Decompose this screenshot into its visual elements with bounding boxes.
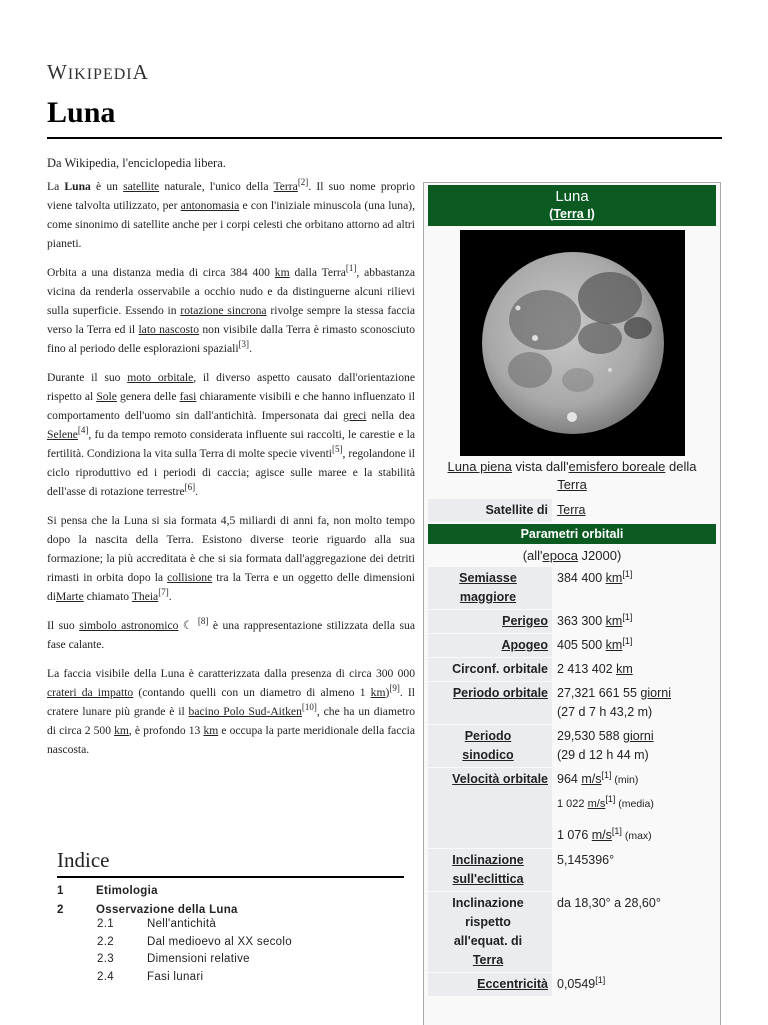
full-moon-photo <box>460 230 685 456</box>
row-inclinazione-eclittica: Inclinazione sull'eclittica 5,145396° <box>428 849 716 891</box>
link-theia[interactable]: Theia <box>131 590 159 603</box>
link-terra-satellite[interactable]: Terra <box>557 503 586 517</box>
link-simbolo-astronomico[interactable]: simbolo astronomico <box>79 619 179 632</box>
wordmark-final: A <box>132 60 149 84</box>
row-inclinazione-equatore: Inclinazione rispetto all'equat. di Terra da 18,30° a 28,60° <box>428 892 716 972</box>
link-crateri[interactable]: crateri da impatto <box>47 686 134 699</box>
link-giorni[interactable]: giorni <box>623 729 654 743</box>
infobox-header <box>428 185 716 226</box>
link-unit-km[interactable]: km <box>605 614 623 628</box>
toc-subitem[interactable]: 2.2 Dal medioevo al XX secolo <box>97 935 292 948</box>
link-antonomasia[interactable]: antonomasia <box>180 199 240 212</box>
link-moto-orbitale[interactable]: moto orbitale <box>127 371 194 384</box>
link-marte[interactable]: Marte <box>56 590 84 603</box>
toc-item[interactable]: 2 Osservazione della Luna <box>57 904 238 916</box>
ref-1[interactable]: [1] <box>622 611 633 622</box>
page-title: Luna <box>47 96 116 129</box>
paragraph-phases: Durante il suo moto orbitale, il diverso aspetto causato dall'orientazione rispetto al Sole genera delle fasi chiaramente visibili e che hanno influenzato il comportamento dell'uomo sin dall'antichità. Impersonata dai greci nella dea Selene[4], fu da tempo remoto considerata influente sui raccolti, le carestie e la fertilità. Condiziona la vita sulla Terra di molte specie viventi[5], regolandone il ciclo riproduttivo ed i periodi di caccia; agisce sulle maree e la stabilità dell'asse di rotazione terrestre[6]. <box>47 371 415 498</box>
row-perigeo: Perigeo 363 300 km[1] <box>428 610 716 633</box>
link-sinodico[interactable]: sinodico <box>462 748 514 762</box>
link-unit-km[interactable]: km <box>616 662 633 676</box>
page-tagline: Da Wikipedia, l'enciclopedia libera. <box>47 156 226 170</box>
link-rotazione-sincrona[interactable]: rotazione sincrona <box>180 304 267 317</box>
ref-1[interactable]: [1] <box>601 769 612 780</box>
ref-1[interactable]: [1] <box>622 568 633 579</box>
ref-1[interactable]: [1] <box>345 263 357 274</box>
link-eccentricita[interactable]: Eccentricità <box>477 977 548 991</box>
toc-subitem[interactable]: 2.3 Dimensioni relative <box>97 953 250 965</box>
paragraph-orbit: Orbita a una distanza media di circa 384 400 km dalla Terra[1], abbastanza vicina da renderla osservabile a occhio nudo e da distinguerne alcuni rilievi sulla superficie. Essendo in rotazione sincrona rivolge sempre la stessa faccia verso la Terra ed il lato nascosto non visibile dalla Terra è rimasto sconosciuto fino al periodo delle esplorazioni spaziali[3]. <box>47 263 416 355</box>
moon-symbol: ☾ <box>178 619 198 632</box>
paragraph-craters: La faccia visibile della Luna è caratterizzata dalla presenza di circa 300 000 crateri da impatto (contando quelli con un diametro di almeno 1 km)[9]. Il cratere lunare più grande è il bacino Polo Sud-Aitken[10], che ha un diametro di circa 2 500 km, è profondo 13 km e occupa la parte meridionale della faccia nascosta. <box>47 667 416 756</box>
link-km-2[interactable]: km <box>370 686 386 699</box>
ref-1[interactable]: [1] <box>622 635 633 646</box>
ref-1[interactable]: [1] <box>605 793 616 804</box>
epoch-note: (all'epoca J2000) <box>522 548 622 563</box>
link-selene[interactable]: Selene <box>47 428 78 441</box>
link-ms[interactable]: m/s <box>587 798 606 810</box>
link-velocita-orbitale[interactable]: Velocità orbitale <box>452 772 548 786</box>
row-satellite-di: Satellite di Terra <box>428 499 716 522</box>
bold-term: Luna <box>64 180 91 193</box>
paragraph-symbol: Il suo simbolo astronomico ☾ [8] è una rappresentazione stilizzata della sua fase calante. <box>47 616 415 651</box>
link-perigeo[interactable]: Perigeo <box>502 614 548 628</box>
link-periodo[interactable]: Periodo <box>464 729 512 743</box>
row-periodo-sinodico: Periodo sinodico 29,530 588 giorni (29 d 12 h 44 m) <box>428 725 716 767</box>
ref-4[interactable]: [4] <box>77 425 89 436</box>
row-semiasse: Semiasse maggiore 384 400 km[1] <box>428 567 716 609</box>
link-giorni[interactable]: giorni <box>640 686 671 700</box>
link-luna-piena[interactable]: Luna piena <box>447 459 512 474</box>
row-periodo-orbitale: Periodo orbitale 27,321 661 55 giorni (27 d 7 h 43,2 m) <box>428 682 716 724</box>
infobox <box>423 182 721 1025</box>
toc-subitem[interactable]: 2.1 Nell'antichità <box>97 918 217 930</box>
ref-10[interactable]: [10] <box>301 702 317 713</box>
row-apogeo: Apogeo 405 500 km[1] <box>428 634 716 657</box>
article-body <box>47 177 415 769</box>
link-terra-eq[interactable]: Terra <box>472 953 504 967</box>
image-caption: Luna piena vista dall'emisfero boreale della Terra <box>447 459 697 492</box>
ref-1[interactable]: [1] <box>611 825 622 836</box>
link-sole[interactable]: Sole <box>96 390 117 403</box>
link-semiasse[interactable]: Semiasse <box>459 571 517 585</box>
link-lato-nascosto[interactable]: lato nascosto <box>138 323 200 336</box>
moon-image[interactable] <box>460 230 685 456</box>
link-unit-km[interactable]: km <box>605 638 623 652</box>
ref-7[interactable]: [7] <box>158 587 169 598</box>
wikipedia-wordmark <box>47 60 149 85</box>
link-apogeo[interactable]: Apogeo <box>501 638 548 652</box>
ref-5[interactable]: [5] <box>332 444 343 455</box>
link-ms[interactable]: m/s <box>581 772 602 786</box>
table-of-contents <box>57 848 404 986</box>
paragraph-formation: Si pensa che la Luna si sia formata 4,5 miliardi di anni fa, non molto tempo dopo la nascita della Terra. Esistono diverse teorie riguardo alla sua formazione; la più accreditata è che si sia formata dall'aggregazione dei detriti rimasti in orbita dopo la collisione tra la Terra e un oggetto delle dimensioni diMarte chiamato Theia[7]. <box>47 514 415 603</box>
link-satellite[interactable]: satellite <box>123 180 160 193</box>
row-eccentricita: Eccentricità 0,0549[1] <box>428 973 716 996</box>
section-parametri-orbitali: Parametri orbitali <box>428 524 716 544</box>
link-km-4[interactable]: km <box>203 724 219 737</box>
link-collisione[interactable]: collisione <box>167 571 213 584</box>
wordmark-middle: IKIPEDI <box>67 66 133 83</box>
ref-8[interactable]: [8] <box>197 616 209 627</box>
link-eclittica[interactable]: sull'eclittica <box>452 872 524 886</box>
toc-subitem[interactable]: 2.4 Fasi lunari <box>97 970 204 983</box>
infobox-subtitle: (Terra I) <box>549 207 595 221</box>
link-inclinazione[interactable]: Inclinazione <box>452 853 524 867</box>
toc-item[interactable]: 1 Etimologia <box>57 885 158 897</box>
link-epoca[interactable]: epoca <box>542 548 578 563</box>
link-km-3[interactable]: km <box>114 724 129 737</box>
link-bacino-polo-sud-aitken[interactable]: bacino Polo Sud-Aitken <box>188 705 302 718</box>
link-maggiore[interactable]: maggiore <box>459 590 517 604</box>
row-circonf: Circonf. orbitale 2 413 402 km <box>428 658 716 681</box>
paragraph-intro: La Luna è un satellite naturale, l'unico della Terra[2]. Il suo nome proprio viene talvolta utilizzato, per antonomasia e con l'iniziale minuscola (una luna), come sinonimo di satellite anche per i corpi celesti che orbitano attorno ad altri pianeti. <box>47 177 415 250</box>
link-fasi[interactable]: fasi <box>179 390 197 403</box>
title-divider <box>47 137 722 139</box>
link-unit-km[interactable]: km <box>605 571 623 585</box>
link-terra[interactable]: Terra <box>273 180 298 193</box>
row-velocita: Velocità orbitale 964 m/s[1] (min) 1 022 m/s[1] (media) 1 076 m/s[1] (max) <box>428 768 716 848</box>
ref-2[interactable]: [2] <box>297 177 309 188</box>
infobox-title: Luna <box>555 188 589 205</box>
ref-1[interactable]: [1] <box>595 974 606 985</box>
link-terra-caption[interactable]: Terra <box>557 477 587 492</box>
link-greci[interactable]: greci <box>343 409 367 422</box>
wordmark-initial: W <box>47 60 68 84</box>
link-periodo-orbitale[interactable]: Periodo orbitale <box>452 686 548 700</box>
link-ms[interactable]: m/s <box>591 828 612 842</box>
link-km[interactable]: km <box>274 266 290 279</box>
link-emisfero-boreale[interactable]: emisfero boreale <box>568 459 666 474</box>
ref-3[interactable]: [3] <box>238 339 250 350</box>
toc-heading: Indice <box>57 848 404 878</box>
link-terra-i[interactable]: Terra I <box>553 207 591 221</box>
ref-9[interactable]: [9] <box>389 683 400 694</box>
ref-6[interactable]: [6] <box>184 482 196 493</box>
